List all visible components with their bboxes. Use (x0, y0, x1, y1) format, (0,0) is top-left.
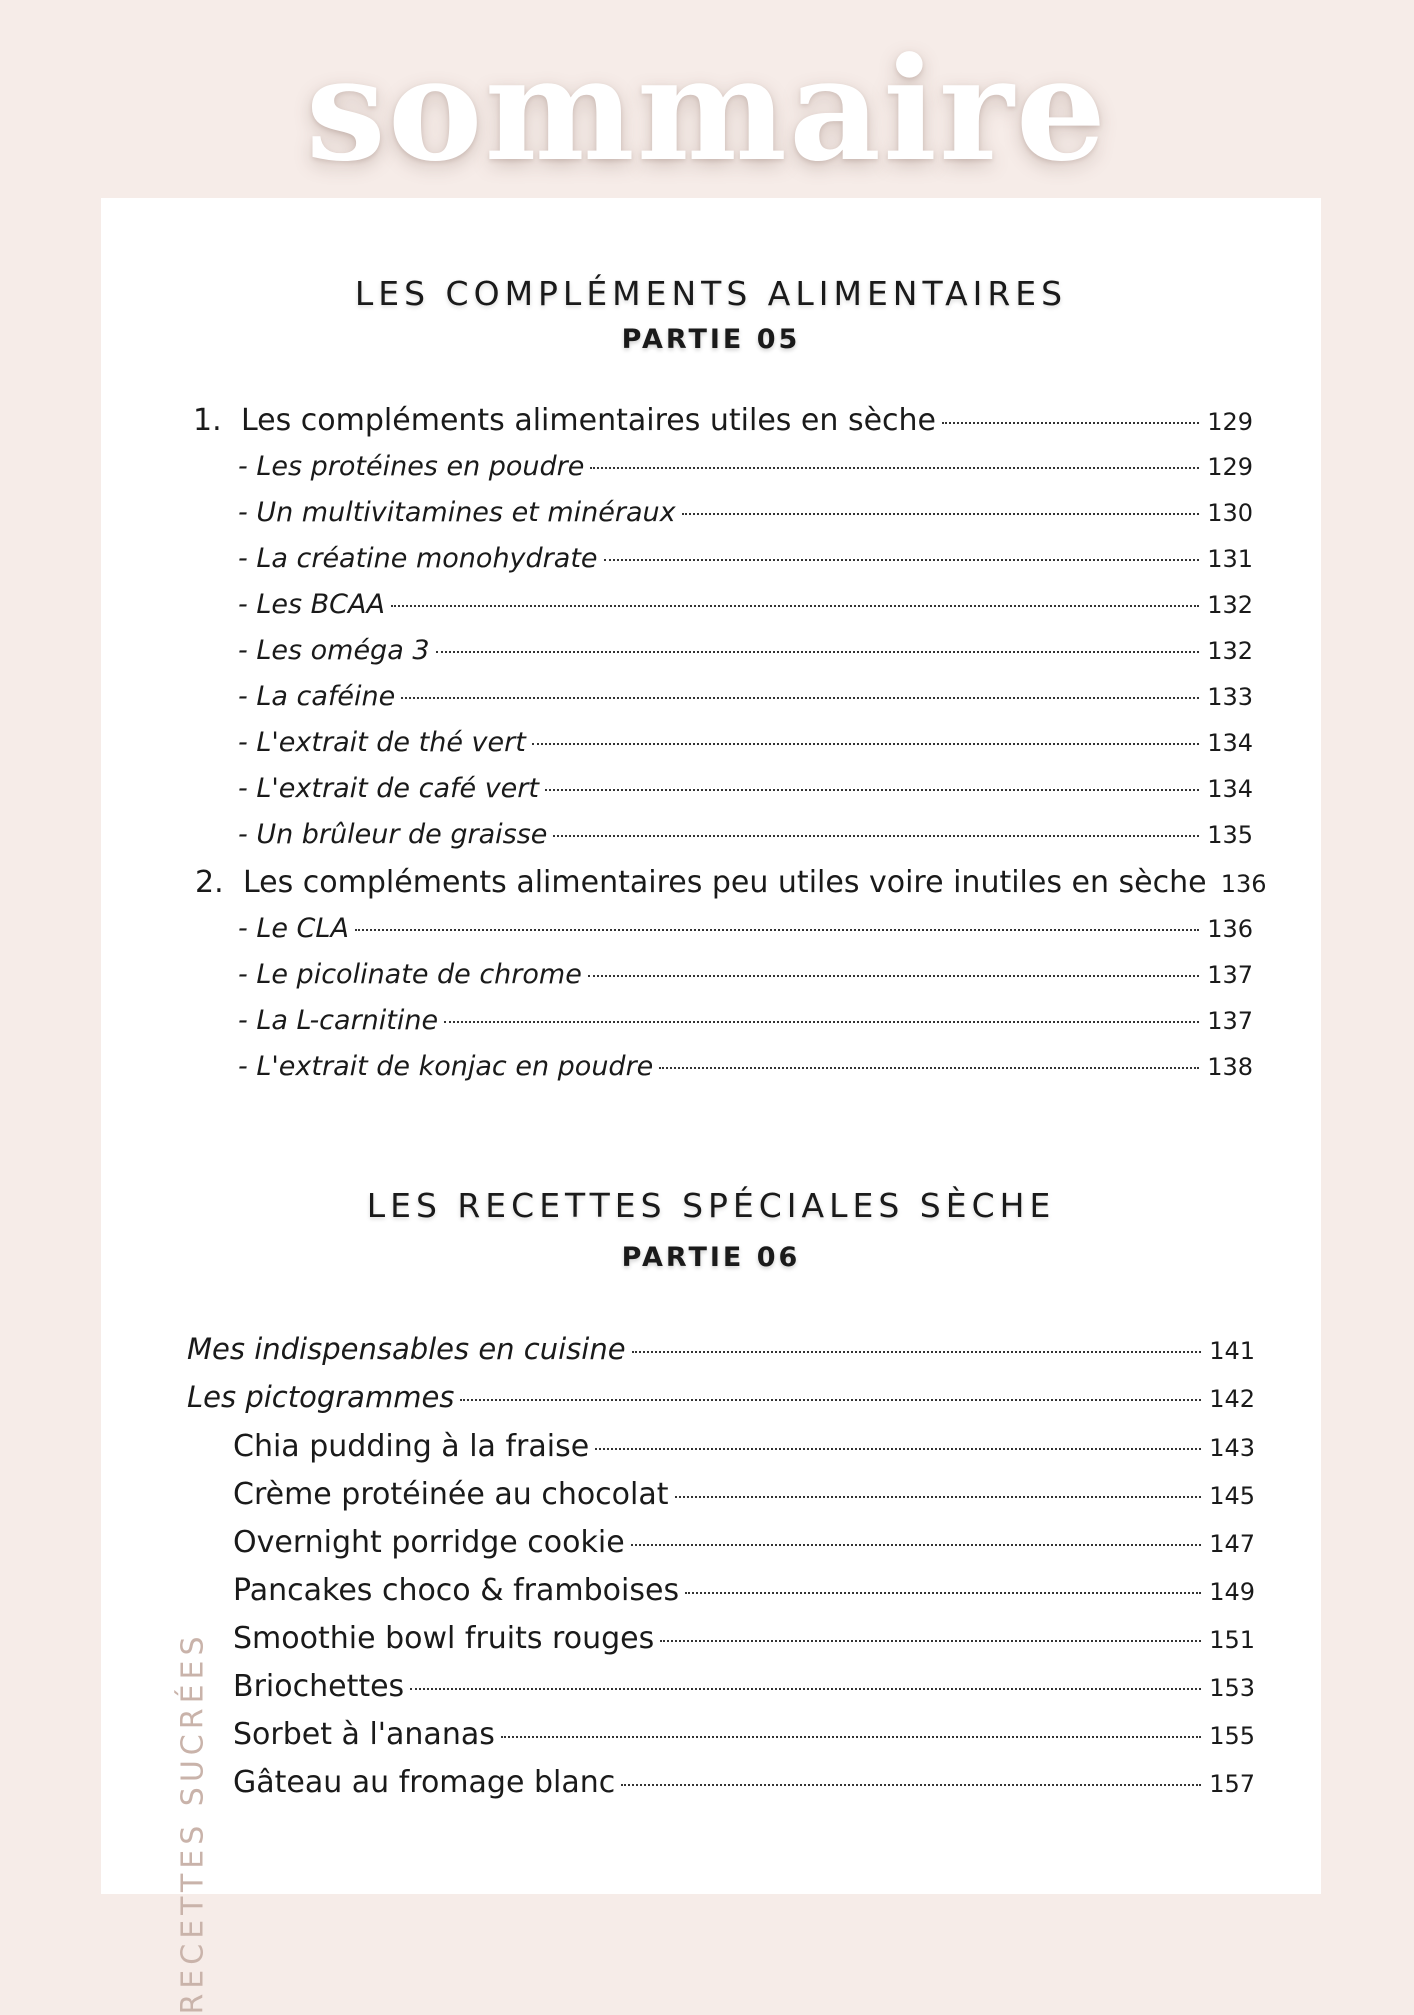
toc-entry-label: - Le picolinate de chrome (238, 959, 582, 990)
part05-title: LES COMPLÉMENTS ALIMENTAIRES (354, 274, 1068, 313)
recipe-entry (233, 1760, 1255, 1806)
recipe-entry (233, 1424, 1255, 1470)
toc-entry-page: 136 (1207, 915, 1253, 943)
toc-entry-label: Les pictogrammes (187, 1380, 455, 1414)
part06-title: LES RECETTES SPÉCIALES SÈCHE (366, 1186, 1056, 1225)
toc-entry-page: 132 (1207, 591, 1253, 619)
toc-entry-label: - Les protéines en poudre (238, 451, 585, 482)
toc-entry (195, 860, 1267, 906)
dot-leader (532, 743, 1199, 745)
toc-entry-number: 2. (195, 865, 224, 900)
toc-entry-label: - Les oméga 3 (238, 635, 430, 666)
dot-leader (401, 697, 1199, 699)
toc-entry-label: Les compléments alimentaires utiles en sèche (241, 403, 936, 438)
dot-leader (410, 1688, 1201, 1690)
toc-entry-label: - L'extrait de konjac en poudre (238, 1051, 654, 1082)
recipe-entry (233, 1616, 1255, 1662)
toc-entry-page: 129 (1207, 408, 1253, 436)
recipe-entry-label: Overnight porridge cookie (233, 1525, 625, 1560)
dot-leader (595, 1448, 1201, 1450)
recipe-entry-label: Smoothie bowl fruits rouges (233, 1621, 655, 1656)
dot-leader (660, 1640, 1201, 1642)
toc-entry-label: - L'extrait de thé vert (238, 727, 526, 758)
toc-entry-page: 133 (1207, 683, 1253, 711)
toc-entry (238, 1044, 1253, 1090)
recipe-entry-page: 153 (1209, 1674, 1255, 1702)
recipe-entry (233, 1472, 1255, 1518)
toc-entry-page: 138 (1207, 1053, 1253, 1081)
toc-entry-label: - Le CLA (238, 913, 349, 944)
toc-entry-page: 130 (1207, 499, 1253, 527)
dot-leader (545, 789, 1199, 791)
toc-card (101, 198, 1321, 2015)
dot-leader (659, 1067, 1199, 1069)
toc-entry (238, 812, 1253, 858)
recipe-entry-page: 157 (1209, 1770, 1255, 1798)
toc-entry-page: 135 (1207, 821, 1253, 849)
dot-leader (444, 1021, 1199, 1023)
toc-entry-page: 136 (1220, 870, 1267, 898)
toc-entry (238, 444, 1253, 490)
page-title: sommaire (305, 27, 1109, 193)
toc-entry (238, 582, 1253, 628)
dot-leader (685, 1592, 1201, 1594)
toc-entry (238, 952, 1253, 998)
toc-entry (238, 490, 1253, 536)
toc-entry (238, 998, 1253, 1044)
recipe-entry (233, 1520, 1255, 1566)
recipe-entry-label: Sorbet à l'ananas (233, 1717, 495, 1752)
dot-leader (590, 467, 1199, 469)
recipe-entry-page: 145 (1209, 1482, 1255, 1510)
dot-leader (588, 975, 1199, 977)
recipe-entry-page: 147 (1209, 1530, 1255, 1558)
toc-entry-label: - La L-carnitine (238, 1005, 439, 1036)
sweet-recipes-vertical-label: RECETTES SUCRÉES (175, 1631, 211, 2015)
toc-entry-label: Mes indispensables en cuisine (187, 1332, 626, 1366)
toc-entry-page: 141 (1209, 1337, 1255, 1365)
toc-entry (238, 906, 1253, 952)
toc-entry-label: - La créatine monohydrate (238, 543, 598, 574)
dot-leader (675, 1496, 1201, 1498)
dot-leader (631, 1544, 1201, 1546)
dot-leader (553, 835, 1199, 837)
toc-entry-label: - L'extrait de café vert (238, 773, 539, 804)
toc-entry (187, 1374, 1255, 1420)
toc-entry (238, 628, 1253, 674)
recipe-entry-page: 149 (1209, 1578, 1255, 1606)
dot-leader (501, 1736, 1201, 1738)
toc-entry (238, 720, 1253, 766)
toc-entry (238, 766, 1253, 812)
dot-leader (621, 1784, 1201, 1786)
toc-entry (238, 674, 1253, 720)
recipe-entry-page: 151 (1209, 1626, 1255, 1654)
dot-leader (604, 559, 1199, 561)
dot-leader (391, 605, 1199, 607)
toc-entry-label: - Un brûleur de graisse (238, 819, 548, 850)
recipe-entry-label: Chia pudding à la fraise (233, 1429, 590, 1464)
toc-entry-page: 142 (1209, 1385, 1255, 1413)
recipe-entry-page: 155 (1209, 1722, 1255, 1750)
dot-leader (355, 929, 1199, 931)
toc-entry-page: 134 (1207, 729, 1253, 757)
toc-entry-page: 132 (1207, 637, 1253, 665)
recipe-entry (233, 1712, 1255, 1758)
toc-entry-page: 129 (1207, 453, 1253, 481)
dot-leader (682, 513, 1199, 515)
recipe-entry-label: Briochettes (233, 1669, 405, 1704)
recipe-entry-label: Pancakes choco & framboises (233, 1573, 680, 1608)
toc-entry (187, 1326, 1255, 1372)
recipe-entry-page: 143 (1209, 1434, 1255, 1462)
toc-entry-label: - Les BCAA (238, 589, 385, 620)
toc-entry-number: 1. (193, 403, 222, 438)
toc-entry-label: - La caféine (238, 681, 396, 712)
recipe-entry-label: Crème protéinée au chocolat (233, 1477, 669, 1512)
part05-label: PARTIE 05 (621, 324, 801, 355)
dot-leader (942, 422, 1199, 424)
part06-label: PARTIE 06 (621, 1242, 801, 1273)
toc-entry-label: Les compléments alimentaires peu utiles voire inutiles en sèche (243, 865, 1207, 900)
toc-entry-page: 134 (1207, 775, 1253, 803)
toc-entry-label: - Un multivitamines et minéraux (238, 497, 676, 528)
dot-leader (632, 1351, 1201, 1353)
dot-leader (460, 1399, 1201, 1401)
recipe-entry (233, 1664, 1255, 1710)
toc-entry-page: 131 (1207, 545, 1253, 573)
toc-entry (193, 398, 1253, 444)
recipe-entry-label: Gâteau au fromage blanc (233, 1765, 616, 1800)
recipe-entry (233, 1568, 1255, 1614)
toc-entry-page: 137 (1207, 1007, 1253, 1035)
dot-leader (436, 651, 1199, 653)
toc-entry (238, 536, 1253, 582)
toc-entry-page: 137 (1207, 961, 1253, 989)
